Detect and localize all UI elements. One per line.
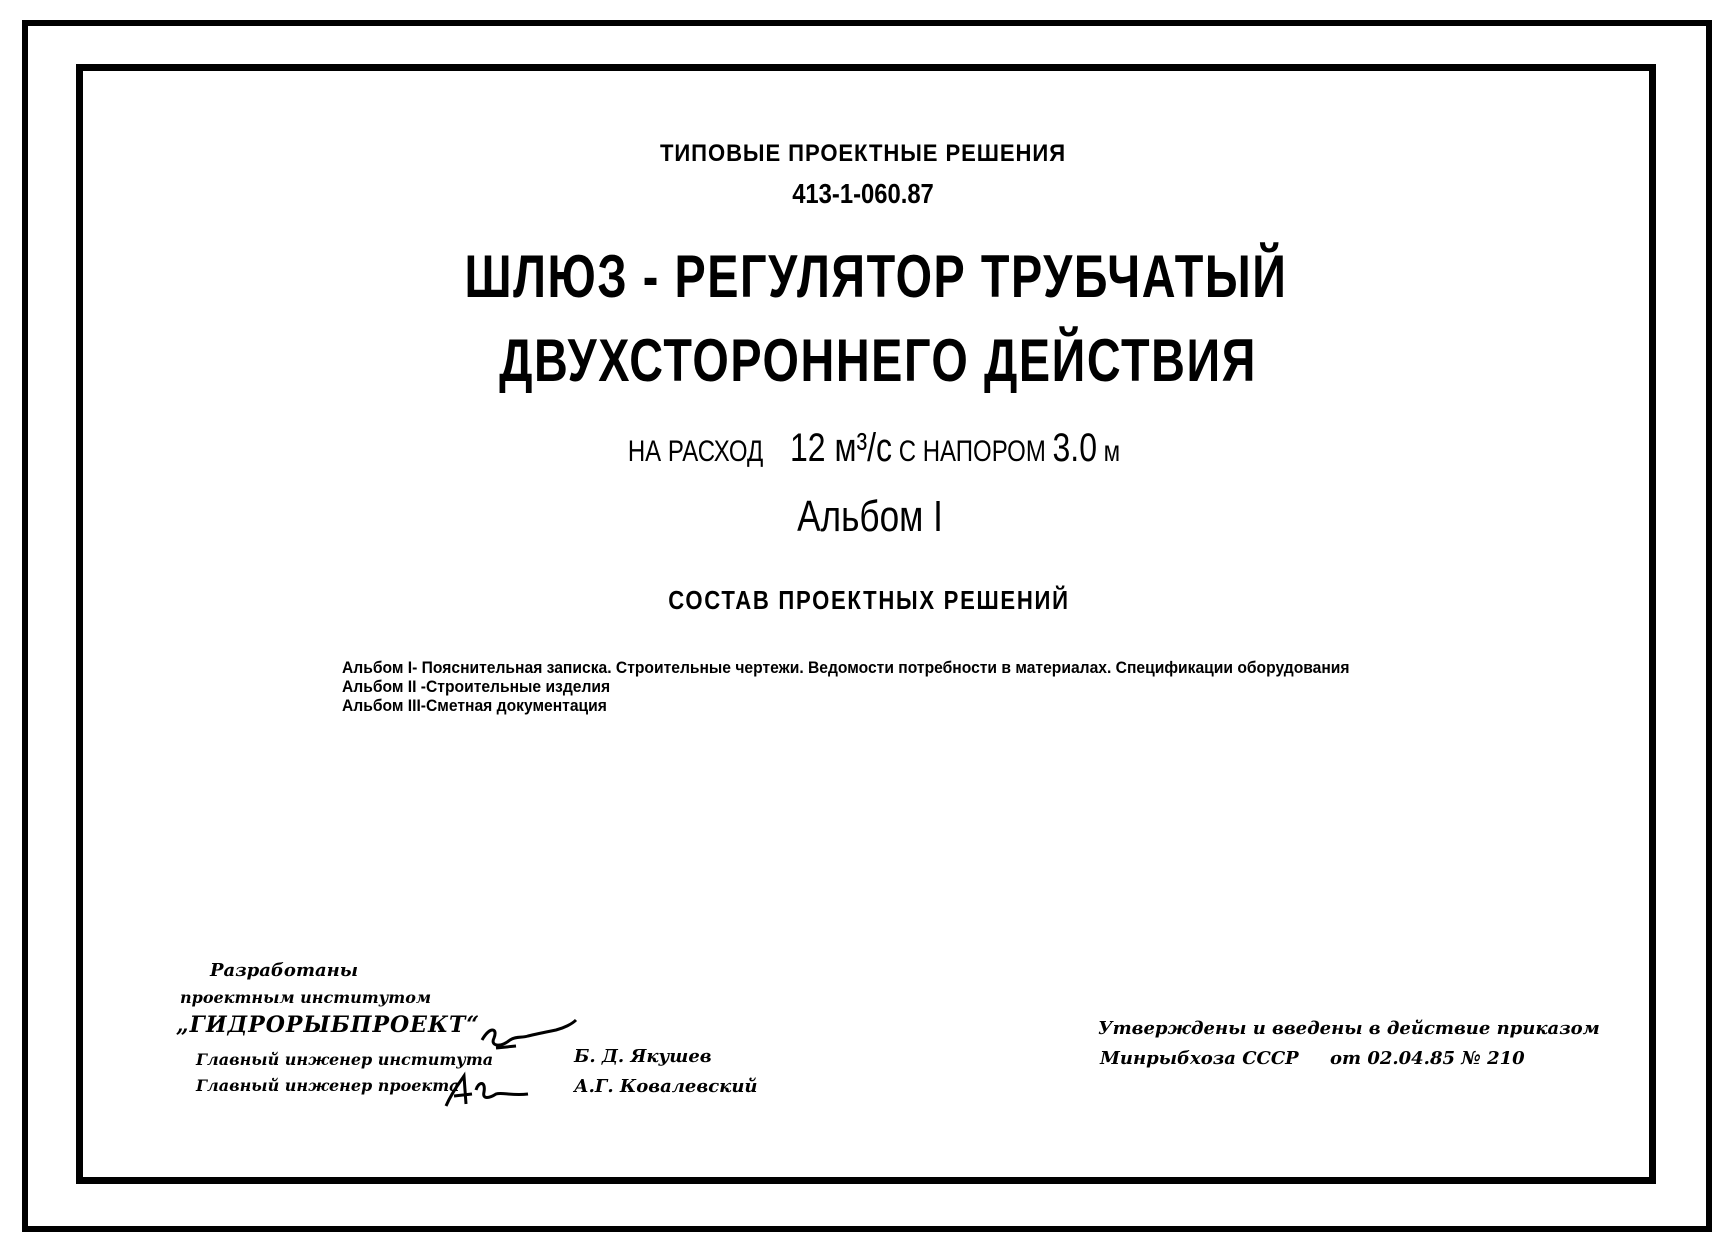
flow-rate-line [181, 426, 1567, 471]
album-list-item: Альбом I- Пояснительная записка. Строительные чертежи. Ведомости потребности в материалах. Спецификации оборудования [342, 658, 1350, 677]
head-unit: м [1103, 435, 1121, 468]
album-list-item: Альбом III-Сметная документация [342, 696, 607, 715]
album-label: Альбом I [797, 492, 943, 541]
head-value: 3.0 [1052, 426, 1097, 470]
chief-engineer-project-name: А.Г. Ковалевский [574, 1076, 758, 1097]
chief-engineer-project-label: Главный инженер проекта [196, 1076, 460, 1095]
developer-name: „ГИДРОРЫБПРОЕКТ“ [176, 1012, 480, 1038]
signature-2 [442, 1070, 532, 1110]
flow-value: 12 м³/с [789, 426, 893, 470]
approval-line-2: Минрыбхоза СССР [1100, 1048, 1299, 1069]
flow-middle: С НАПОРОМ [898, 435, 1046, 468]
album-list [342, 658, 1350, 715]
main-title-line-2: ДВУХСТОРОННЕГО ДЕЙСТВИЯ [499, 327, 1257, 394]
approval-date: от 02.04.85 № 210 [1330, 1048, 1525, 1069]
composition-heading: СОСТАВ ПРОЕКТНЫХ РЕШЕНИЙ [668, 585, 1070, 615]
series-code: 413-1-060.87 [792, 178, 934, 209]
series-title: ТИПОВЫЕ ПРОЕКТНЫЕ РЕШЕНИЯ [659, 140, 1067, 167]
chief-engineer-institute-label: Главный инженер института [196, 1050, 494, 1069]
chief-engineer-institute-name: Б. Д. Якушев [574, 1046, 712, 1067]
developer-label: Разработаны [210, 960, 359, 981]
signature-1 [476, 1018, 586, 1058]
approval-line-1: Утверждены и введены в действие приказом [1098, 1018, 1600, 1039]
main-title-line-1: ШЛЮЗ - РЕГУЛЯТОР ТРУБЧАТЫЙ [464, 243, 1288, 310]
developer-institute: проектным институтом [180, 988, 432, 1007]
album-list-item: Альбом II -Строительные изделия [342, 677, 611, 696]
flow-prefix: НА РАСХОД [627, 435, 764, 468]
